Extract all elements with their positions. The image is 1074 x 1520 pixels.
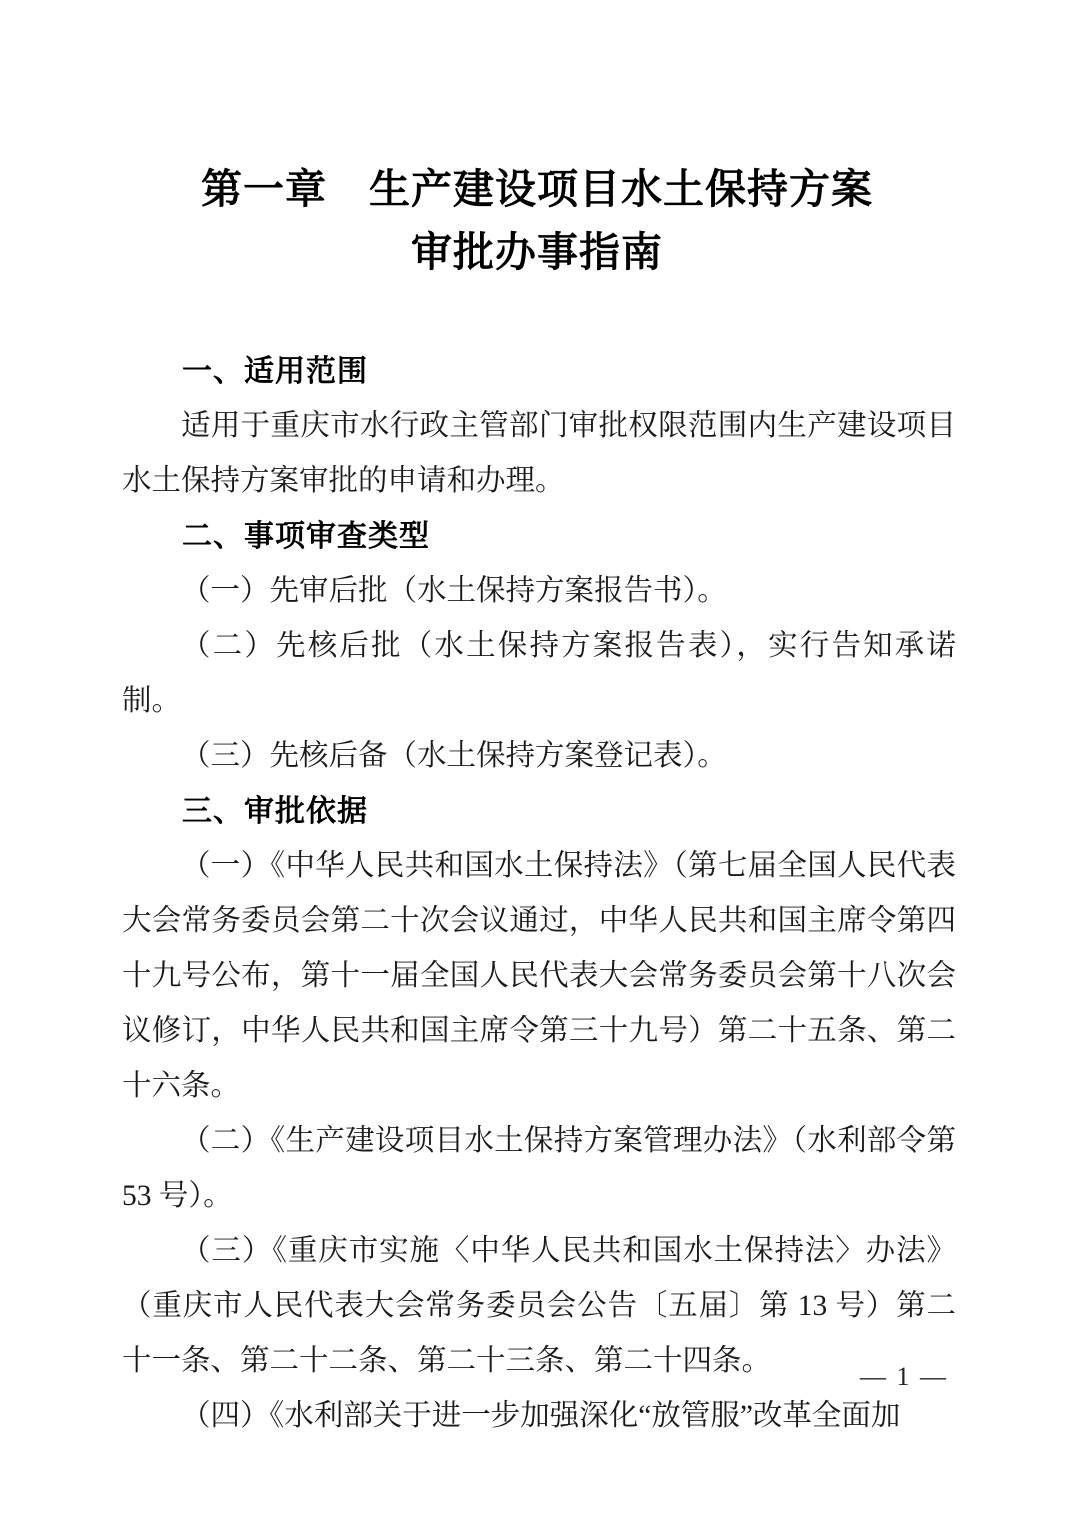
document-title-line-2: 审批办事指南 [411, 229, 663, 275]
document-title [0, 0, 1074, 284]
approval-basis-item-4: （四）《水利部关于进一步加强深化“放管服”改革全面加 [181, 1400, 901, 1432]
section-heading-approval-basis: 三、审批依据 [182, 795, 368, 828]
section-heading-review-types: 二、事项审查类型 [182, 520, 430, 553]
section-heading-scope: 一、适用范围 [182, 355, 368, 388]
approval-basis-item-3: （三）《重庆市实施〈中华人民共和国水土保持法〉办法》（重庆市人民代表大会常务委员会公告〔五届〕第 13 号）第二十一条、第二十二条、第二十三条、第二十四条。 [122, 1235, 956, 1377]
page-number: — 1 — [860, 1362, 948, 1391]
approval-basis-item-2: （二）《生产建设项目水土保持方案管理办法》（水利部令第 53 号）。 [122, 1125, 956, 1212]
document-title-line-1: 第一章 生产建设项目水土保持方案 [201, 166, 873, 212]
review-type-item-1: （一）先审后批（水土保持方案报告书）。 [181, 575, 727, 607]
review-type-item-3: （三）先核后备（水土保持方案登记表）。 [181, 740, 727, 772]
document-body [122, 344, 956, 1444]
scope-paragraph: 适用于重庆市水行政主管部门审批权限范围内生产建设项目水土保持方案审批的申请和办理。 [122, 410, 956, 497]
approval-basis-item-1: （一）《中华人民共和国水土保持法》（第七届全国人民代表大会常务委员会第二十次会议通过，中华人民共和国主席令第四十九号公布，第十一届全国人民代表大会常务委员会第十八次会议修订，中华人民共和国主席令第三十九号）第二十五条、第二十六条。 [122, 850, 956, 1102]
review-type-item-2: （二）先核后批（水土保持方案报告表），实行告知承诺制。 [122, 630, 956, 717]
